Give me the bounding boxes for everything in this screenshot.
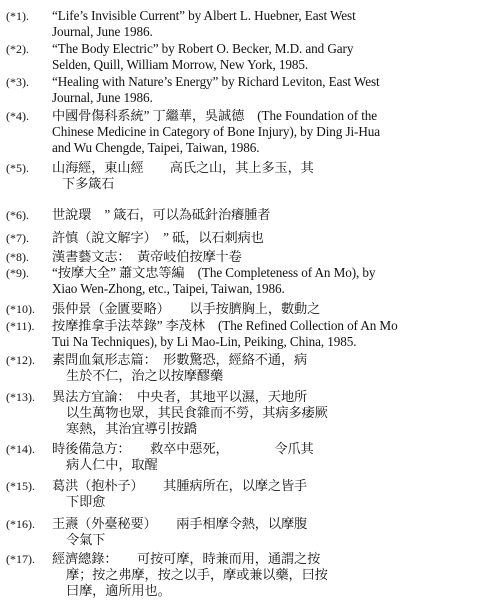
reference-line: 葛洪（抱朴子） 其腫病所在，以摩之皆手 [52, 478, 308, 493]
reference-text [52, 318, 492, 350]
reference-text [52, 389, 492, 437]
reference-line: “按摩大全” 蕭文忠等編 (The Completeness of An Mo), by [52, 265, 376, 280]
reference-number: (*5). [6, 161, 29, 175]
reference-line: 漢書藝文志： 黃帝岐伯按摩十卷 [52, 249, 242, 264]
reference-number: (*6). [6, 208, 29, 222]
reference-line: Tui Na Techniques), by Li Mao-Lin, Peiking, China, 1985. [52, 334, 357, 349]
reference-line: “Healing with Nature’s Energy” by Richard Leviton, East West [52, 74, 380, 89]
reference-number: (*8). [6, 250, 29, 264]
reference-text [52, 41, 492, 73]
reference-line: Selden, Quill, William Morrow, New York, 1985. [52, 57, 309, 72]
reference-line: 按摩推拿手法萃錄” 李茂林 (The Refined Collection of An Mo [52, 318, 398, 333]
reference-number: (*15). [6, 479, 35, 493]
reference-text [52, 441, 492, 473]
reference-line: 王燾（外臺秘要） 兩手相摩令熱，以摩腹 [52, 516, 308, 531]
reference-line: 世說環 ” 箴石，可以為砥針治癢腫者 [52, 207, 271, 222]
reference-line: 以生萬物也眾，其民食雜而不勞，其病多痿厥 [66, 405, 328, 420]
reference-text [52, 352, 492, 384]
reference-number: (*14). [6, 442, 35, 456]
reference-line: 曰摩，適所用也。 [66, 583, 171, 598]
reference-number: (*1). [6, 9, 29, 23]
reference-number: (*13). [6, 390, 35, 404]
reference-text [52, 478, 492, 510]
reference-line: 生於不仁，治之以按摩醪藥 [66, 368, 224, 383]
reference-text [52, 249, 492, 265]
reference-line: 病人仁中，取醒 [66, 457, 158, 472]
reference-line: Chinese Medicine in Category of Bone Injury), by Ding Ji-Hua [52, 124, 381, 139]
reference-line: 令氣下 [66, 532, 106, 547]
reference-line: Journal, June 1986. [52, 24, 153, 39]
reference-text [52, 516, 492, 548]
reference-number: (*7). [6, 231, 29, 245]
reference-line: “The Body Electric” by Robert O. Becker, M.D. and Gary [52, 41, 354, 56]
reference-line: Xiao Wen-Zhong, etc., Taipei, Taiwan, 1986. [52, 281, 285, 296]
reference-number: (*17). [6, 552, 35, 566]
reference-number: (*12). [6, 353, 35, 367]
reference-line: 摩；按之弗摩，按之以手，摩或兼以藥，曰按 [66, 567, 328, 582]
reference-line: 中國骨傷科系統” 丁繼華，吳誠德 (The Foundation of the [52, 108, 378, 123]
reference-text [52, 551, 492, 599]
reference-line: 下即愈 [66, 494, 106, 509]
reference-text [52, 301, 492, 317]
reference-number: (*3). [6, 75, 29, 89]
reference-number: (*11). [6, 319, 35, 333]
reference-number: (*10). [6, 302, 35, 316]
reference-line: 時後備急方： 救卒中惡死， 令爪其 [52, 441, 314, 456]
reference-text [52, 8, 492, 40]
reference-text [52, 207, 492, 223]
reference-line: “Life’s Invisible Current” by Albert L. Huebner, East West [52, 8, 356, 23]
reference-text [52, 160, 492, 192]
reference-line: 山海經，東山經 高氏之山，其上多玉，其 [52, 160, 314, 175]
reference-line: 下多箴石 [62, 176, 115, 191]
reference-text [52, 230, 492, 246]
reference-number: (*16). [6, 517, 35, 531]
reference-line: 素問血氣形志篇： 形數驚恐，經絡不通，病 [52, 352, 308, 367]
reference-line: 許慎（說文解字） ” 砥，以石刺病也 [52, 230, 264, 245]
reference-line: 異法方宜論： 中央者，其地平以濕，天地所 [52, 389, 308, 404]
reference-line: Journal, June 1986. [52, 90, 153, 105]
reference-number: (*4). [6, 109, 29, 123]
reference-text [52, 74, 492, 106]
reference-text [52, 265, 492, 297]
reference-number: (*2). [6, 42, 29, 56]
reference-line: 張仲景（金匱要略） 以手按臍胸上，數動之 [52, 301, 321, 316]
reference-text [52, 108, 492, 156]
reference-line: 寒熱，其治宜導引按蹻 [66, 421, 197, 436]
reference-number: (*9). [6, 266, 29, 280]
reference-line: 經濟總錄： 可按可摩，時兼而用，通謂之按 [52, 551, 321, 566]
reference-line: and Wu Chengde, Taipei, Taiwan, 1986. [52, 140, 260, 155]
